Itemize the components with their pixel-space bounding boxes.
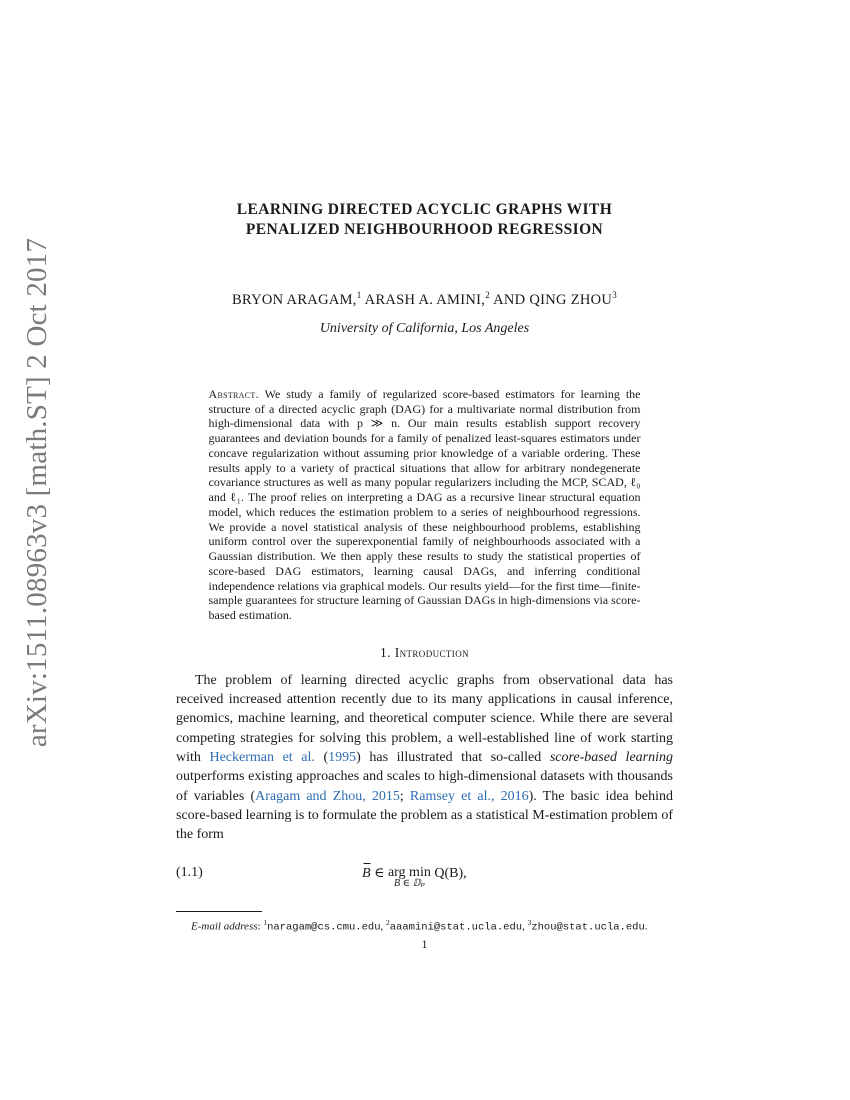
page-number: 1 — [421, 937, 428, 952]
paper-title — [176, 200, 673, 240]
intro-text-5: ; — [399, 788, 410, 804]
footnote-emails — [191, 918, 673, 934]
section-name: Introduction — [394, 644, 469, 660]
equation-lhs: B — [362, 865, 371, 881]
title-line-2: PENALIZED NEIGHBOURHOOD REGRESSION — [245, 221, 604, 238]
title-line-1: LEARNING DIRECTED ACYCLIC GRAPHS WITH — [236, 201, 613, 218]
footnote-sep-1: , — [380, 920, 386, 933]
equation-number: (1.1) — [176, 864, 203, 880]
equation-operator: arg min — [387, 864, 431, 880]
intro-text-1: The problem of learning directed acyclic graphs from observational data has received increased attention recently due to its many applications in causal inference, genomics, machine learning, and theoretical computer science. While there are several competing strategies for solving this problem, a well-established line of work starting with — [176, 672, 673, 766]
email-2-marker: 2 — [386, 917, 390, 927]
author-1: BRYON ARAGAM, — [231, 291, 357, 308]
abstract-text: We study a family of regularized score-based estimators for learning the structure of a directed acyclic graph (DAG) for a multivariate normal distribution from high-dimensional data with p ≫ n. Our main results establish support recovery guarantees and deviation bounds for a family of penalized least-squares estimators under concave regularization without assuming prior knowledge of a variable ordering. These results apply to a variety of practical situations that allow for arbitrary nondegenerate covariance structures as well as many popular regularizers including the MCP, SCAD, ℓ₀ and ℓ₁. The proof relies on interpreting a DAG as a recursive linear structural equation model, which reduces the estimation problem to a series of neighbourhood regressions. We provide a novel statistical analysis of these neighbourhood problems, establishing uniform control over the superexponential family of neighbourhoods associated with a Gaussian distribution. We then apply these results to study the statistical properties of score-based DAG estimators, learning causal DAGs, and inferring conditional independence relations via graphical models. Our results yield—for the first time—finite-sample guarantees for structure learning of Gaussian DAGs in high-dimensions via score-based estimation. — [208, 386, 641, 623]
email-1-marker: 1 — [263, 917, 268, 927]
citation-heckerman-year[interactable]: 1995 — [328, 750, 357, 766]
arxiv-side-stamp — [18, 237, 58, 747]
paper-page — [176, 200, 673, 952]
intro-emphasis: score-based learning — [549, 750, 673, 766]
author-3-affil: 3 — [612, 290, 618, 300]
intro-text-2: ( — [314, 750, 329, 766]
intro-text-3: ) has illustrated that so-called — [356, 750, 550, 766]
footnote-label: E-mail address — [191, 920, 258, 933]
intro-paragraph — [176, 671, 673, 845]
equation-1-1 — [176, 859, 673, 903]
footnote-rule — [176, 911, 262, 912]
equation-in: ∈ — [370, 865, 388, 881]
footnote-sep-2: , — [522, 920, 528, 933]
email-3-marker: 3 — [527, 917, 532, 927]
equation-body — [362, 865, 467, 889]
section-heading — [176, 645, 673, 661]
citation-ramsey[interactable]: Ramsey et al., 2016 — [409, 788, 529, 804]
abstract-lead: Abstract. — [208, 386, 259, 401]
author-3: AND QING ZHOU — [490, 291, 613, 308]
intro-text-4: outperforms existing approaches and scales to high-dimensional datasets with thousands of variables ( — [176, 769, 673, 804]
email-1[interactable]: naragam@cs.cmu.edu — [267, 921, 381, 934]
equation-subscript: B ∈ 𝔻ₚ — [394, 877, 425, 889]
citation-aragam-zhou[interactable]: Aragam and Zhou, 2015 — [255, 788, 400, 804]
email-2[interactable]: aaamini@stat.ucla.edu — [389, 921, 523, 934]
author-1-affil: 1 — [356, 290, 362, 300]
intro-text-6: ). The basic idea behind score-based learning is to formulate the problem as a statistical M-estimation problem of the form — [176, 788, 674, 843]
footnote-end: . — [644, 920, 648, 933]
section-number: 1. — [379, 644, 391, 660]
citation-heckerman[interactable]: Heckerman et al. — [209, 750, 315, 766]
abstract — [209, 387, 641, 623]
author-2-affil: 2 — [485, 290, 490, 300]
footnote-colon: : — [257, 920, 264, 933]
equation-argmin — [388, 865, 431, 889]
author-2: ARASH A. AMINI, — [361, 291, 486, 308]
author-list — [176, 290, 673, 309]
equation-rhs: Q(B), — [430, 865, 467, 881]
affiliation: University of California, Los Angeles — [319, 320, 530, 336]
email-3[interactable]: zhou@stat.ucla.edu — [531, 921, 645, 934]
arxiv-identifier: arXiv:1511.08963v3 [math.ST] 2 Oct 2017 — [21, 237, 54, 747]
